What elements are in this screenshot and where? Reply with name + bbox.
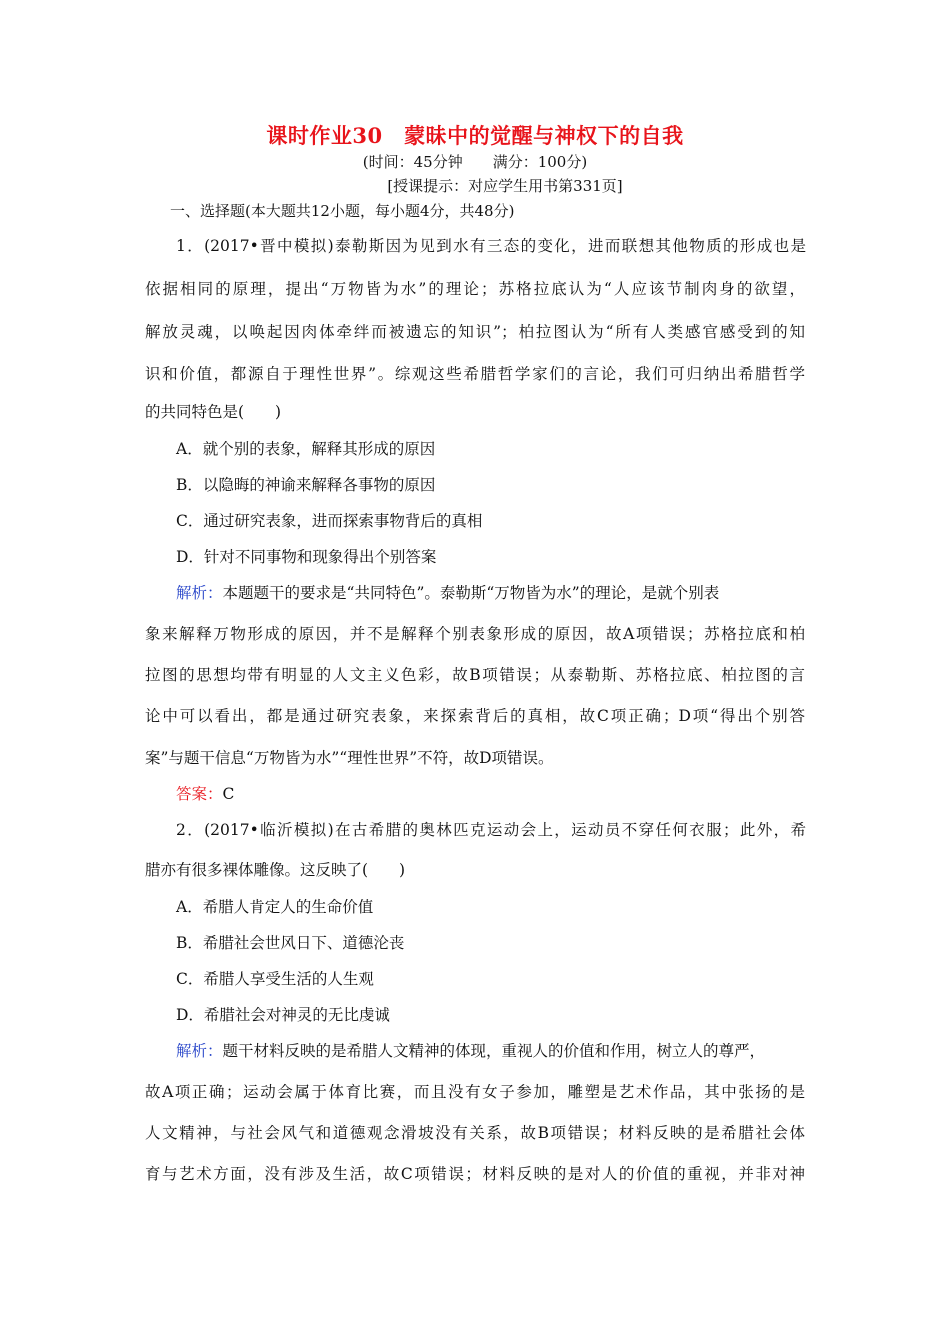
q1-answer-label: 答案： xyxy=(176,785,223,803)
time-score-line: (时间：45分钟 满分：100分) xyxy=(362,153,588,171)
q1-line-5: 的共同特色是( ) xyxy=(145,403,282,421)
q2-option-b: B．希腊社会世风日下、道德沦丧 xyxy=(176,934,405,952)
q1-line-4: 识和价值，都源自于理性世界”。综观这些希腊哲学家们的言论，我们可归纳出希腊哲学 xyxy=(145,365,805,383)
q2-option-a: A．希腊人肯定人的生命价值 xyxy=(176,898,374,916)
q2-line-1: 2．(2017•临沂模拟)在古希腊的奥林匹克运动会上，运动员不穿任何衣服；此外，希 xyxy=(176,821,806,839)
q1-answer xyxy=(176,782,234,806)
section-heading: 一、选择题(本大题共12小题，每小题4分，共48分) xyxy=(170,202,515,220)
q1-option-c: C．通过研究表象，进而探索事物背后的真相 xyxy=(176,512,483,530)
q1-answer-value: C xyxy=(222,785,235,803)
q1-analysis-line-5: 案”与题干信息“万物皆为水”“理性世界”不符，故D项错误。 xyxy=(145,749,554,767)
q1-line-3: 解放灵魂，以唤起因肉体牵绊而被遗忘的知识”；柏拉图认为“所有人类感官感受到的知 xyxy=(145,323,805,341)
q1-line-2: 依据相同的原理，提出“万物皆为水”的理论；苏格拉底认为“人应该节制肉身的欲望， xyxy=(145,280,805,298)
q1-analysis-line-2: 象来解释万物形成的原因，并不是解释个别表象形成的原因，故A项错误；苏格拉底和柏 xyxy=(145,625,805,643)
q1-option-d: D．针对不同事物和现象得出个别答案 xyxy=(176,548,437,566)
q2-line-2: 腊亦有很多裸体雕像。这反映了( ) xyxy=(145,861,406,879)
teaching-hint: [授课提示：对应学生用书第331页] xyxy=(387,177,623,195)
q2-analysis-text: 题干材料反映的是希腊人文精神的体现，重视人的价值和作用，树立人的尊严， xyxy=(222,1042,766,1060)
q2-analysis-line-4: 育与艺术方面，没有涉及生活，故C项错误；材料反映的是对人的价值的重视，并非对神 xyxy=(145,1165,805,1183)
q1-option-a: A．就个别的表象，解释其形成的原因 xyxy=(176,440,436,458)
q1-analysis-line-4: 论中可以看出，都是通过研究表象，来探索背后的真相，故C项正确；D项“得出个别答 xyxy=(145,707,805,725)
q2-analysis-line-3: 人文精神，与社会风气和道德观念滑坡没有关系，故B项错误；材料反映的是希腊社会体 xyxy=(145,1124,805,1142)
q2-option-d: D．希腊社会对神灵的无比虔诚 xyxy=(176,1006,390,1024)
q2-analysis-label: 解析： xyxy=(176,1042,223,1060)
q1-analysis-label: 解析： xyxy=(176,584,223,602)
q2-analysis-line-2: 故A项正确；运动会属于体育比赛，而且没有女子参加，雕塑是艺术作品，其中张扬的是 xyxy=(145,1083,805,1101)
q2-option-c: C．希腊人享受生活的人生观 xyxy=(176,970,374,988)
q1-analysis-text: 本题题干的要求是“共同特色”。泰勒斯“万物皆为水”的理论，是就个别表 xyxy=(222,584,720,602)
q1-option-b: B．以隐晦的神谕来解释各事物的原因 xyxy=(176,476,436,494)
q1-line-1: 1．(2017•晋中模拟)泰勒斯因为见到水有三态的变化，进而联想其他物质的形成也是 xyxy=(176,237,806,255)
q1-analysis-line-3: 拉图的思想均带有明显的人文主义色彩，故B项错误；从泰勒斯、苏格拉底、柏拉图的言 xyxy=(145,666,805,684)
q2-analysis-first-line xyxy=(176,1039,806,1063)
q1-analysis-first-line xyxy=(176,581,806,605)
page-title: 课时作业30 蒙昧中的觉醒与神权下的自我 xyxy=(266,123,684,148)
